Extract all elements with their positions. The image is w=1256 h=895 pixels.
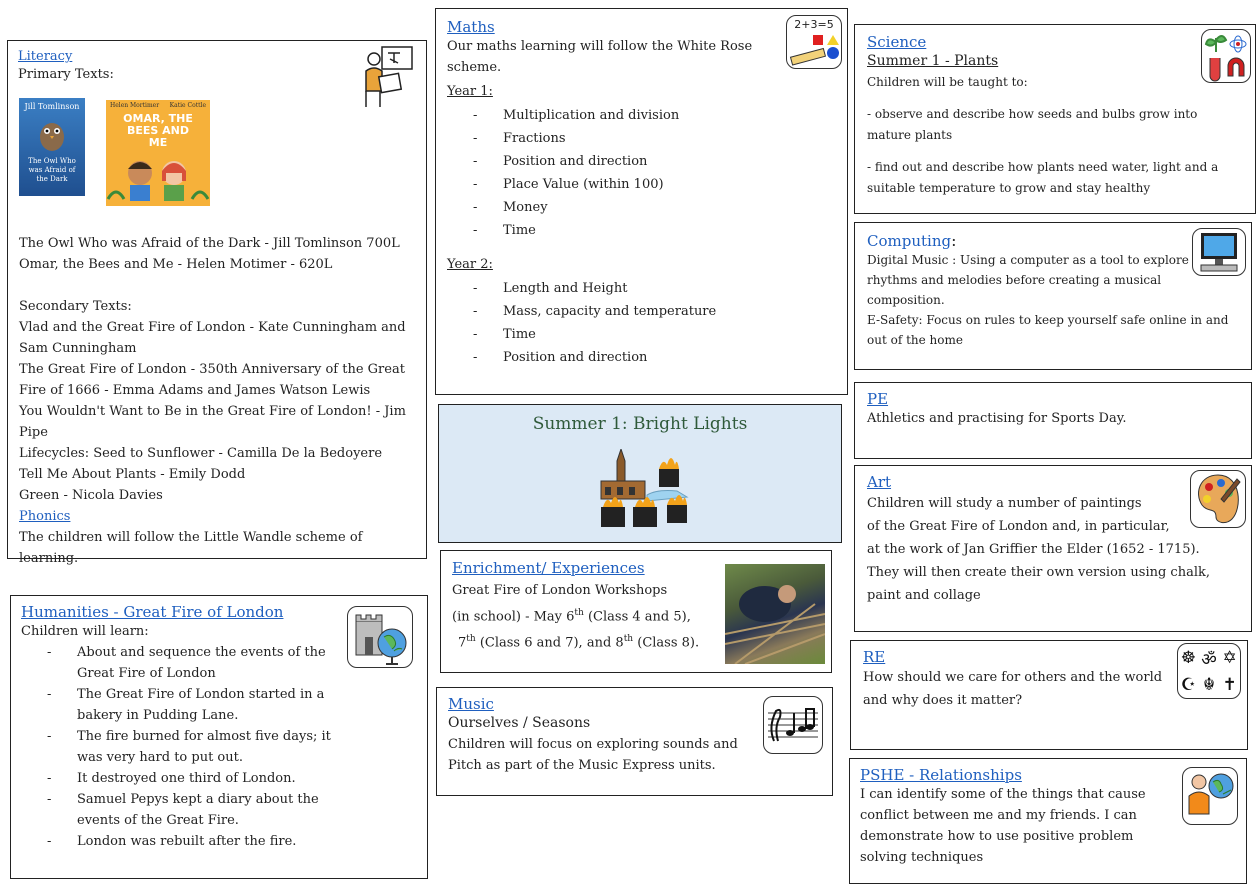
- list-item: - Position and direction: [447, 346, 836, 369]
- list-item: - Time: [447, 323, 836, 346]
- literacy-panel: [7, 40, 427, 566]
- computing-text-2: E-Safety: Focus on rules to keep yourself safe online in and out of the home: [867, 313, 1229, 347]
- religion-symbols-icon: [1177, 643, 1241, 699]
- enrichment-heading[interactable]: Enrichment/ Experiences: [452, 559, 645, 577]
- pshe-heading[interactable]: PSHE - Relationships: [860, 766, 1022, 784]
- pshe-text: I can identify some of the things that cause conflict between me and my friends. I can demonstrate how to use positive problem solving techniques: [860, 787, 1146, 865]
- secondary-text-item: Green - Nicola Davies: [19, 488, 163, 503]
- list-item: - London was rebuilt after the fire.: [21, 831, 351, 852]
- science-item-1: - observe and describe how seeds and bulbs grow into mature plants: [867, 107, 1198, 142]
- pe-text: Athletics and practising for Sports Day.: [867, 411, 1127, 426]
- enrichment-line2: (in school) - May 6th (Class 4 and 5),: [452, 608, 691, 625]
- teacher-reading-icon: [360, 45, 416, 111]
- re-heading[interactable]: RE: [863, 648, 886, 666]
- secondary-text-item: You Wouldn't Want to Be in the Great Fire of London! - Jim Pipe: [19, 404, 406, 440]
- computing-heading[interactable]: Computing: [867, 232, 952, 250]
- owl-book-cover: Jill Tomlinson The Owl Who was Afraid of the Dark: [19, 98, 85, 196]
- khanda-icon: ☬: [1202, 675, 1216, 696]
- computing-text-1: Digital Music : Using a computer as a tool to explore rhythms and melodies before creating a musical composition.: [867, 253, 1189, 307]
- maths-panel: [435, 8, 848, 395]
- primary-texts-label: Primary Texts:: [18, 67, 114, 82]
- star-of-david-icon: ✡: [1222, 648, 1237, 669]
- music-panel: [436, 687, 833, 796]
- castle-globe-icon: [347, 606, 413, 668]
- primary-text-item: The Owl Who was Afraid of the Dark - Jill Tomlinson 700L: [19, 236, 400, 251]
- list-item: - It destroyed one third of London.: [21, 768, 351, 789]
- enrichment-panel: [440, 550, 832, 673]
- pe-panel: [854, 382, 1252, 459]
- list-item: - Position and direction: [447, 150, 836, 173]
- cross-icon: ✝: [1222, 675, 1237, 696]
- secondary-text-item: Vlad and the Great Fire of London - Kate Cunningham and Sam Cunningham: [19, 320, 406, 356]
- music-subtitle: Ourselves / Seasons: [448, 715, 591, 731]
- list-item: - Mass, capacity and temperature: [447, 300, 836, 323]
- secondary-texts-label: Secondary Texts:: [19, 299, 132, 314]
- art-heading[interactable]: Art: [867, 473, 892, 491]
- year2-list: [447, 277, 836, 369]
- re-text: How should we care for others and the world and why does it matter?: [863, 670, 1163, 708]
- year2-label: Year 2:: [447, 257, 493, 272]
- maths-intro: Our maths learning will follow the White Rose scheme.: [447, 39, 753, 75]
- great-fire-icon: [597, 449, 697, 529]
- list-item: - Samuel Pepys kept a diary about the events of the Great Fire.: [21, 789, 351, 831]
- humanities-panel: [10, 595, 428, 879]
- pshe-panel: [849, 758, 1247, 884]
- science-item-2: - find out and describe how plants need water, light and a suitable temperature to grow and stay healthy: [867, 160, 1219, 195]
- topic-title: Summer 1: Bright Lights: [532, 414, 748, 434]
- year1-list: [447, 104, 836, 242]
- phonics-heading[interactable]: Phonics: [19, 509, 71, 524]
- humanities-list: [21, 642, 351, 852]
- star-crescent-icon: ☪: [1180, 675, 1196, 696]
- science-heading[interactable]: Science: [867, 33, 927, 51]
- omar-book-cover: Helen Mortimer Katie Cottle OMAR, THE BEES AND ME: [106, 100, 210, 206]
- list-item: - Time: [447, 219, 836, 242]
- enrichment-line1: Great Fire of London Workshops: [452, 583, 668, 598]
- primary-text-item: Omar, the Bees and Me - Helen Motimer - 620L: [19, 257, 333, 272]
- enrichment-line3: 7th (Class 6 and 7), and 8th (Class 8).: [458, 634, 700, 651]
- art-text: Children will study a number of paintings of the Great Fire of London and, in particular, at the work of Jan Griffier the Elder (1652 - 1715). They will then create their own version using chalk, paint and collage: [867, 496, 1210, 603]
- humanities-heading[interactable]: Humanities - Great Fire of London: [21, 603, 284, 621]
- list-item: - Money: [447, 196, 836, 219]
- computer-icon: [1192, 228, 1246, 276]
- maths-icon: 2+3=5: [786, 15, 842, 69]
- list-item: - Place Value (within 100): [447, 173, 836, 196]
- list-item: - Multiplication and division: [447, 104, 836, 127]
- maths-heading[interactable]: Maths: [447, 18, 495, 36]
- science-subheading: Summer 1 - Plants: [867, 53, 999, 69]
- dharma-wheel-icon: ☸: [1180, 648, 1196, 669]
- paint-palette-icon: [1190, 470, 1246, 528]
- computing-panel: [854, 222, 1252, 370]
- topic-panel: [438, 404, 842, 543]
- year1-label: Year 1:: [447, 84, 493, 99]
- music-notes-icon: [763, 696, 823, 754]
- person-globe-icon: [1182, 767, 1238, 825]
- phonics-text: The children will follow the Little Wandle scheme of learning.: [19, 530, 363, 566]
- pe-heading[interactable]: PE: [867, 390, 889, 408]
- workshop-photo: [725, 564, 825, 664]
- list-item: - The Great Fire of London started in a bakery in Pudding Lane.: [21, 684, 351, 726]
- art-panel: [854, 465, 1252, 632]
- secondary-text-item: The Great Fire of London - 350th Anniversary of the Great Fire of 1666 - Emma Adams and James Watson Lewis: [19, 362, 405, 398]
- list-item: - The fire burned for almost five days; it was very hard to put out.: [21, 726, 351, 768]
- secondary-text-item: Tell Me About Plants - Emily Dodd: [19, 467, 246, 482]
- re-panel: [850, 640, 1248, 750]
- list-item: - About and sequence the events of the Great Fire of London: [21, 642, 351, 684]
- computing-heading-row: Computing:: [867, 231, 957, 250]
- music-heading[interactable]: Music: [448, 695, 494, 713]
- science-icon: [1201, 29, 1251, 83]
- secondary-text-item: Lifecycles: Seed to Sunflower - Camilla De la Bedoyere: [19, 446, 383, 461]
- music-text: Children will focus on exploring sounds and Pitch as part of the Music Express units.: [448, 737, 738, 773]
- humanities-intro: Children will learn:: [21, 624, 149, 639]
- science-panel: [854, 24, 1256, 214]
- literacy-heading[interactable]: Literacy: [18, 49, 73, 64]
- list-item: - Length and Height: [447, 277, 836, 300]
- science-intro: Children will be taught to:: [867, 75, 1028, 89]
- list-item: - Fractions: [447, 127, 836, 150]
- om-icon: ॐ: [1201, 649, 1217, 670]
